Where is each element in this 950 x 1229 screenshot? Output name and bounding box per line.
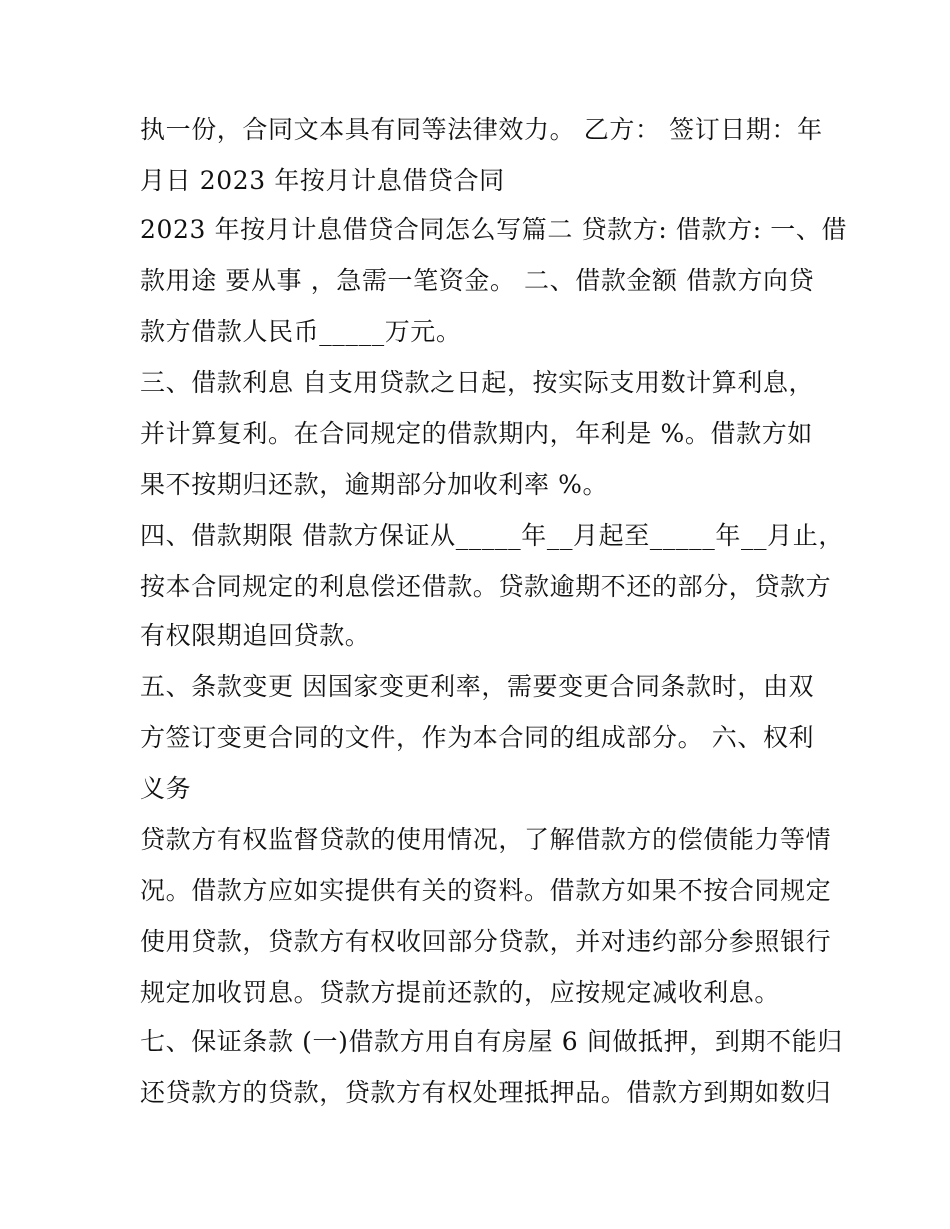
text-line: 款用途 要从事 ，急需一笔资金。 二、借款金额 借款方向贷 — [140, 266, 815, 295]
text-line: 还贷款方的贷款，贷款方有权处理抵押品。借款方到期如数归 — [140, 1078, 832, 1107]
text-line: 使用贷款，贷款方有权收回部分贷款，并对违约部分参照银行 — [140, 927, 832, 956]
text-line: 方签订变更合同的文件，作为本合同的组成部分。 六、权利 — [140, 723, 815, 752]
text-line: 有权限期追回贷款。 — [140, 621, 371, 650]
text-line: 执一份，合同文本具有同等法律效力。 乙方： 签订日期：年 — [140, 115, 823, 144]
text-line: 贷款方有权监督贷款的使用情况，了解借款方的偿债能力等情 — [140, 825, 832, 854]
text-line: 2023 年按月计息借贷合同怎么写篇二 贷款方: 借款方: 一、借 — [140, 215, 848, 244]
text-line: 月日 2023 年按月计息借贷合同 — [140, 166, 505, 195]
text-line: 果不按期归还款，逾期部分加收利率 %。 — [140, 470, 609, 499]
text-line: 规定加收罚息。贷款方提前还款的，应按规定减收利息。 — [140, 978, 781, 1007]
text-line: 三、借款利息 自支用贷款之日起，按实际支用数计算利息， — [140, 368, 815, 397]
text-line: 七、保证条款 (一)借款方用自有房屋 6 间做抵押，到期不能归 — [140, 1027, 843, 1056]
text-line: 义务 — [140, 774, 192, 803]
text-line: 款方借款人民币_____万元。 — [140, 317, 462, 346]
text-line: 并计算复利。在合同规定的借款期内，年利是 %。借款方如 — [140, 419, 813, 448]
text-line: 五、条款变更 因国家变更利率，需要变更合同条款时，由双 — [140, 672, 815, 701]
text-line: 况。借款方应如实提供有关的资料。借款方如果不按合同规定 — [140, 876, 832, 905]
text-line: 按本合同规定的利息偿还借款。贷款逾期不还的部分，贷款方 — [140, 572, 832, 601]
text-line: 四、借款期限 借款方保证从_____年__月起至_____年__月止， — [140, 521, 844, 550]
